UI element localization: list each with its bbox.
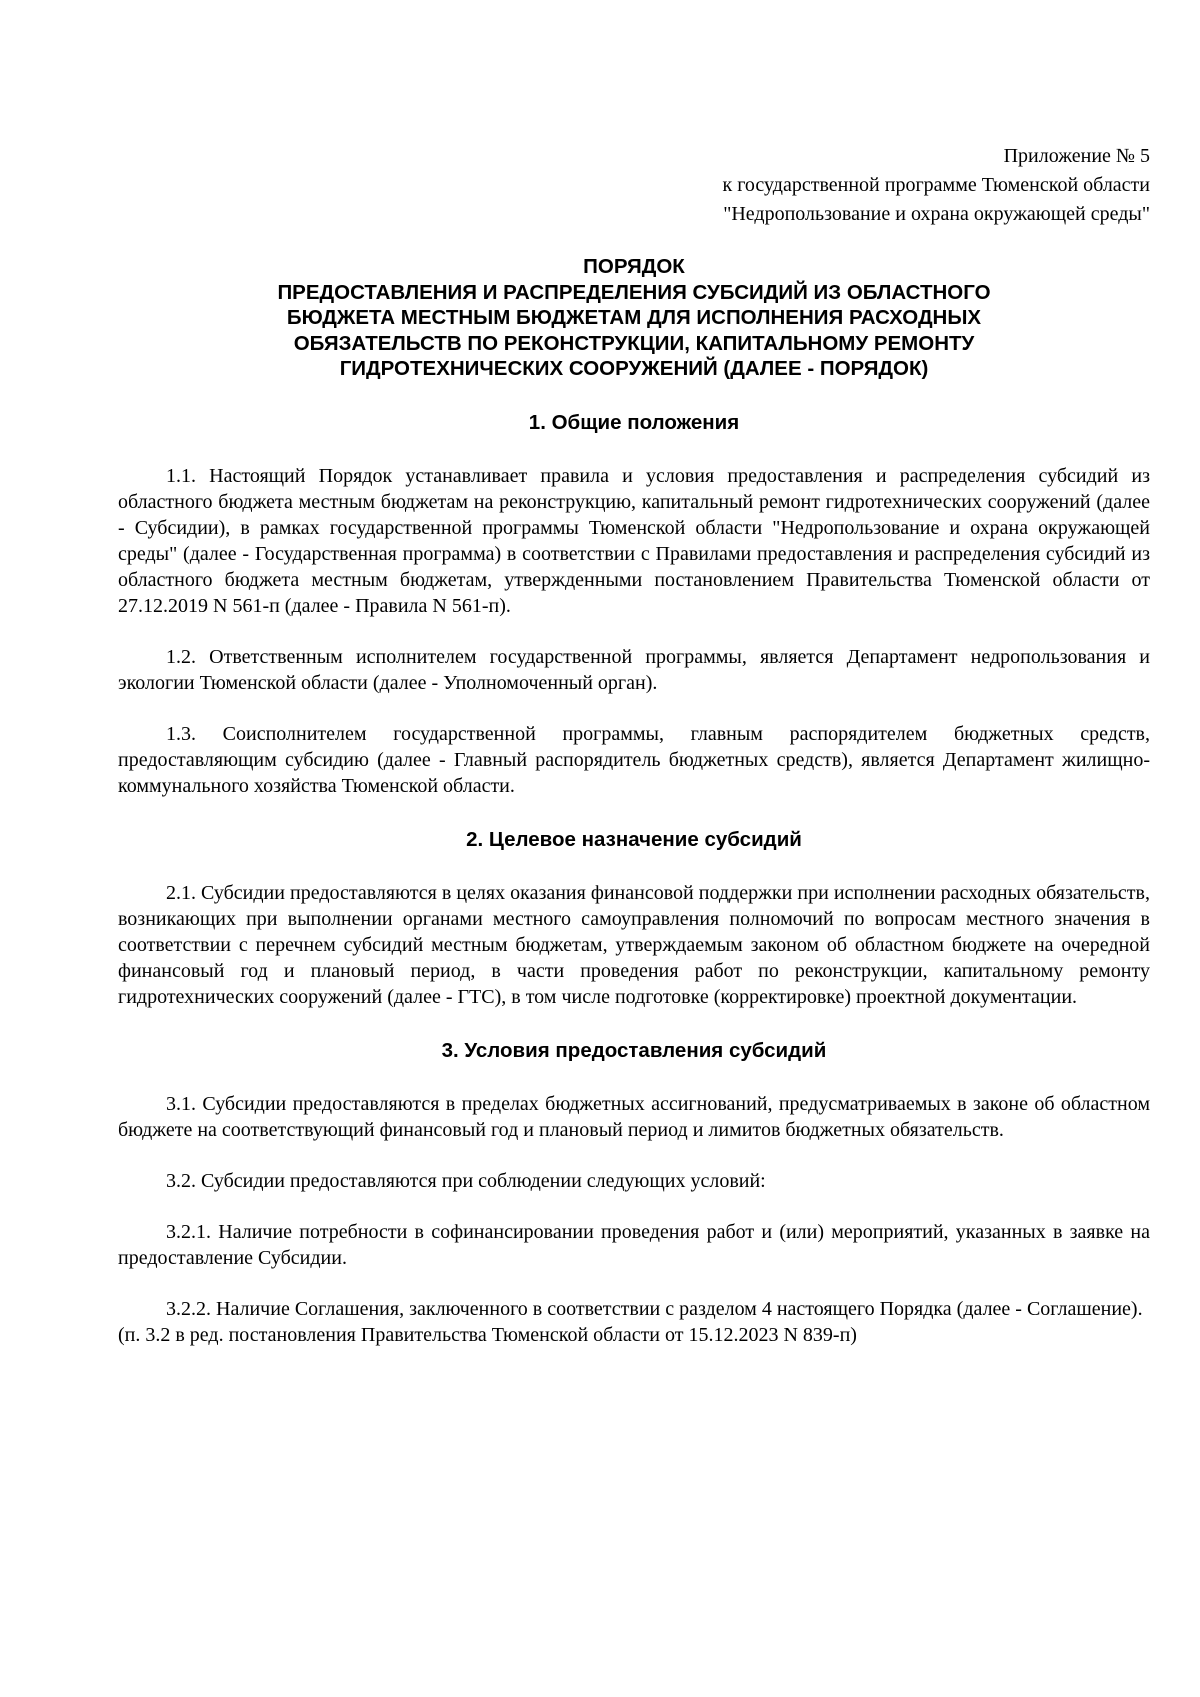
section-general-provisions <box>118 410 1150 799</box>
amendment-note: (п. 3.2 в ред. постановления Правительства Тюменской области от 15.12.2023 N 839-п) <box>118 1323 857 1346</box>
paragraph-3-2: 3.2. Субсидии предоставляются при соблюдении следующих условий: <box>166 1169 766 1192</box>
section-heading: 2. Целевое назначение субсидий <box>466 827 802 851</box>
appendix-program-name: "Недропользование и охрана окружающей среды" <box>723 203 1150 225</box>
paragraph-3-2-2: 3.2.2. Наличие Соглашения, заключенного в соответствии с разделом 4 настоящего Порядка (далее - Соглашение). <box>166 1297 1143 1320</box>
title-line-4: ОБЯЗАТЕЛЬСТВ ПО РЕКОНСТРУКЦИИ, КАПИТАЛЬНОМУ РЕМОНТУ <box>293 331 975 355</box>
paragraph-1-2: 1.2. Ответственным исполнителем государственной программы, является Департамент недропользования и экологии Тюменской области (далее - Уполномоченный орган). <box>118 645 1150 694</box>
document-title <box>118 254 1150 382</box>
title-line-3: БЮДЖЕТА МЕСТНЫМ БЮДЖЕТАМ ДЛЯ ИСПОЛНЕНИЯ РАСХОДНЫХ <box>286 306 982 329</box>
section-conditions <box>118 1038 1150 1348</box>
appendix-header <box>118 142 1150 229</box>
paragraph-3-1: 3.1. Субсидии предоставляются в пределах бюджетных ассигнований, предусматриваемых в законе об областном бюджете на соответствующий финансовый год и плановый период и лимитов бюджетных обязательств. <box>118 1092 1150 1141</box>
section-heading: 1. Общие положения <box>528 410 740 434</box>
appendix-number: Приложение № 5 <box>1003 145 1150 167</box>
title-line-2: ПРЕДОСТАВЛЕНИЯ И РАСПРЕДЕЛЕНИЯ СУБСИДИЙ ИЗ ОБЛАСТНОГО <box>277 280 991 304</box>
title-line-1: ПОРЯДОК <box>583 255 685 278</box>
paragraph-2-1: 2.1. Субсидии предоставляются в целях оказания финансовой поддержки при исполнении расходных обязательств, возникающих при выполнении органами местного самоуправления полномочий по вопросам местного значения в соответствии с перечнем субсидий местным бюджетам, утверждаемым законом об областном бюджете на очередной финансовый год и плановый период, в части проведения работ по реконструкции, капитальному ремонту гидротехнических сооружений (далее - ГТС), в том числе подготовке (корректировке) проектной документации. <box>118 881 1150 1008</box>
section-target-purpose <box>118 827 1150 1010</box>
appendix-program-ref: к государственной программе Тюменской области <box>722 174 1150 196</box>
paragraph-3-2-1: 3.2.1. Наличие потребности в софинансировании проведения работ и (или) мероприятий, указанных в заявке на предоставление Субсидии. <box>118 1220 1150 1269</box>
section-heading: 3. Условия предоставления субсидий <box>441 1038 827 1062</box>
paragraph-1-1: 1.1. Настоящий Порядок устанавливает правила и условия предоставления и распределения субсидий из областного бюджета местным бюджетам на реконструкцию, капитальный ремонт гидротехнических сооружений (далее - Субсидии), в рамках государственной программы Тюменской области "Недропользование и охрана окружающей среды" (далее - Государственная программа) в соответствии с Правилами предоставления и распределения субсидий из областного бюджета местным бюджетам, утвержденными постановлением Правительства Тюменской области от 27.12.2019 N 561-п (далее - Правила N 561-п). <box>118 464 1150 617</box>
title-line-5: ГИДРОТЕХНИЧЕСКИХ СООРУЖЕНИЙ (ДАЛЕЕ - ПОРЯДОК) <box>339 357 929 380</box>
paragraph-1-3: 1.3. Соисполнителем государственной программы, главным распорядителем бюджетных средств, предоставляющим субсидию (далее - Главный распорядитель бюджетных средств), является Департамент жилищно-коммунального хозяйства Тюменской области. <box>118 722 1150 797</box>
